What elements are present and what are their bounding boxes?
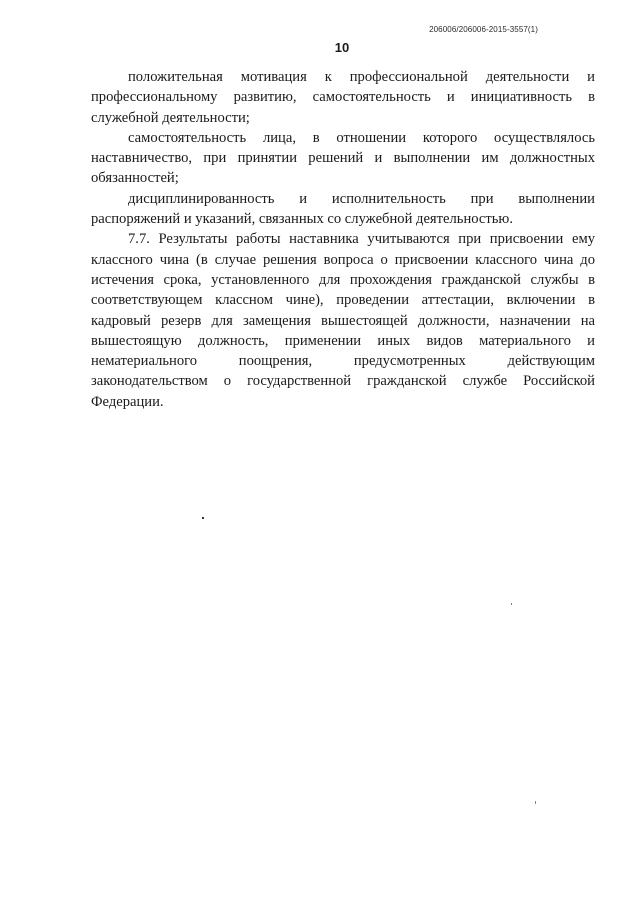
scan-speck [202,517,204,519]
document-body [91,67,595,412]
scan-speck [535,801,536,804]
scan-speck [511,603,512,605]
paragraph-independence: самостоятельность лица, в отношении которого осуществлялось наставничество, при принятии решений и выполнении им должностных обязанностей; [91,129,595,187]
paragraph-discipline: дисциплинированность и исполнительность при выполнении распоряжений и указаний, связанных со служебной деятельностью. [91,190,595,228]
page-number: 10 [334,40,350,55]
paragraph-section-7-7: 7.7. Результаты работы наставника учитываются при присвоении ему классного чина (в случае решения вопроса о присвоении классного чина до истечения срока, установленного для прохождения гражданской службы в соответствующем классном чине), проведении аттестации, включении в кадровый резерв для замещения вышестоящей должности, назначении на вышестоящую должность, применении иных видов материального и нематериального поощрения, предусмотренных действующим законодательством о государственной гражданской службе Российской Федерации. [91,231,595,410]
document-id: 206006/206006-2015-3557(1) [429,25,538,34]
paragraph-motivation: положительная мотивация к профессиональной деятельности и профессиональному развитию, самостоятельность и инициативность в служебной деятельности; [91,69,595,126]
